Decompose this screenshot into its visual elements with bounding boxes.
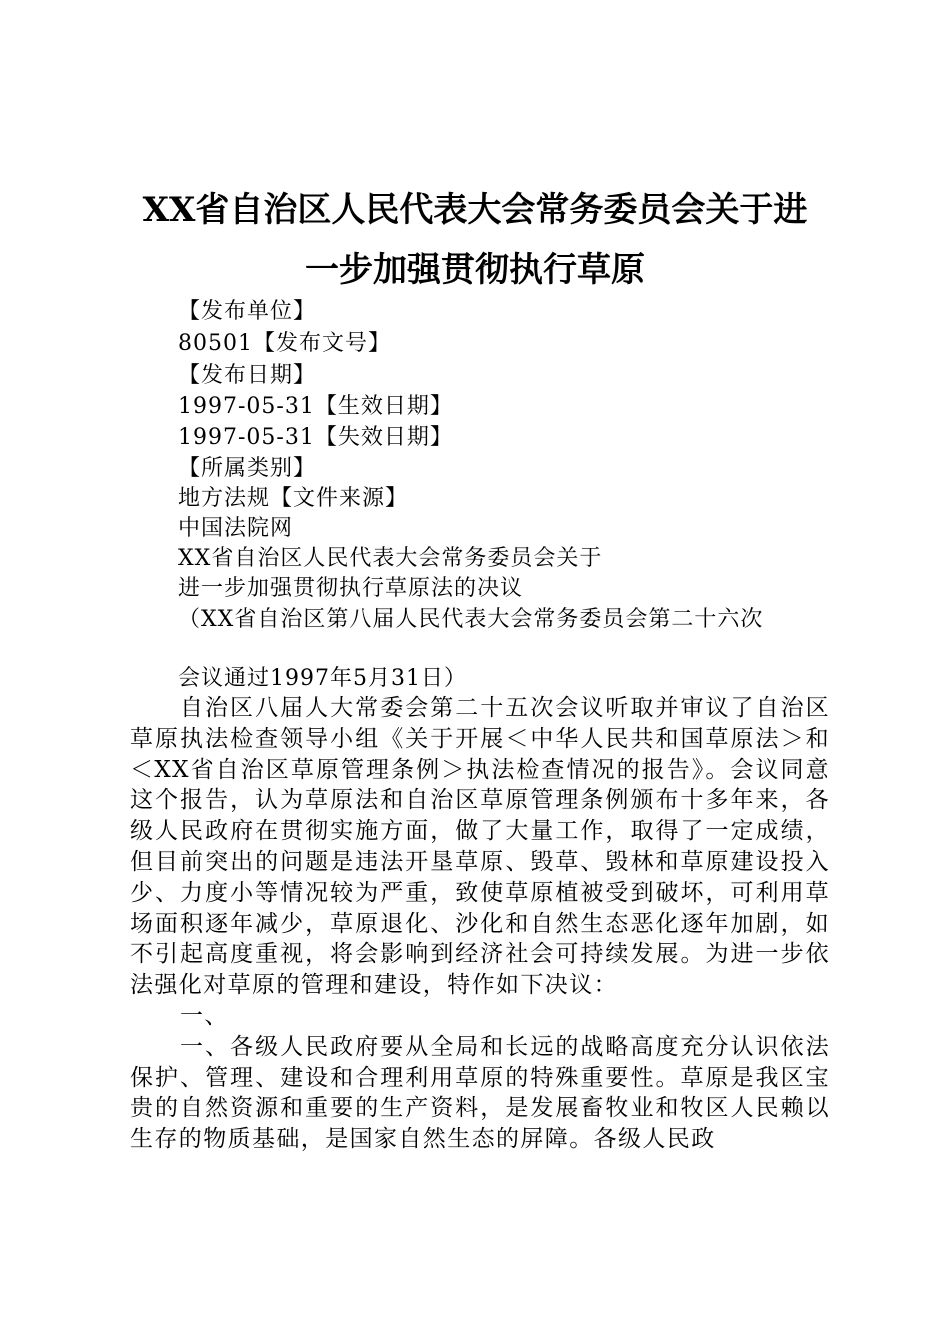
expiry-date-line: 1997-05-31【失效日期】 (178, 425, 453, 450)
adoption-note-line-2: 会议通过1997年5月31日） (178, 666, 467, 691)
publish-number-line: 80501【发布文号】 (178, 331, 391, 356)
section-heading: 一、 (180, 1002, 229, 1029)
document-title-line-1: XX省自治区人民代表大会常务委员会关于进 (142, 190, 808, 230)
body-paragraph: 自治区八届人大常委会第二十五次会议听取并审议了自治区草原执法检查领导小组《关于开展＜中华人民共和国草原法＞和＜XX省自治区草原管理条例＞执法检查情况的报告》。会议同意这个报告，认为草原法和自治区草原管理条例颁布十多年来，各级人民政府在贯彻实施方面，做了大量工作，取得了一定成绩，但目前突出的问题是违法开垦草原、毁草、毁林和草原建设投入少、力度小等情况较为严重，致使草原植被受到破坏，可利用草场面积逐年减少，草原退化、沙化和自然生态恶化逐年加剧，如不引起高度重视，将会影响到经济社会可持续发展。为进一步依法强化对草原的管理和建设，特作如下决议： (130, 695, 830, 999)
category-source-line: 地方法规【文件来源】 (178, 486, 409, 511)
resolution-title-line-1: XX省自治区人民代表大会常务委员会关于 (178, 546, 603, 571)
effective-date-line: 1997-05-31【生效日期】 (178, 394, 453, 419)
document-body (130, 693, 830, 1155)
publish-unit-label: 【发布单位】 (178, 299, 317, 324)
adoption-note-line-1: （XX省自治区第八届人民代表大会常务委员会第二十六次 (178, 607, 764, 632)
category-label: 【所属类别】 (178, 456, 317, 481)
publish-date-label: 【发布日期】 (178, 363, 317, 388)
body-paragraph: 一、各级人民政府要从全局和长远的战略高度充分认识依法保护、管理、建设和合理利用草原的特殊重要性。草原是我区宝贵的自然资源和重要的生产资料，是发展畜牧业和牧区人民赖以生存的物质基础，是国家自然生态的屏障。各级人民政 (130, 1033, 830, 1153)
document-title-line-2: 一步加强贯彻执行草原 (305, 250, 645, 290)
resolution-title-line-2: 进一步加强贯彻执行草原法的决议 (178, 576, 524, 601)
source-line: 中国法院网 (178, 516, 294, 541)
